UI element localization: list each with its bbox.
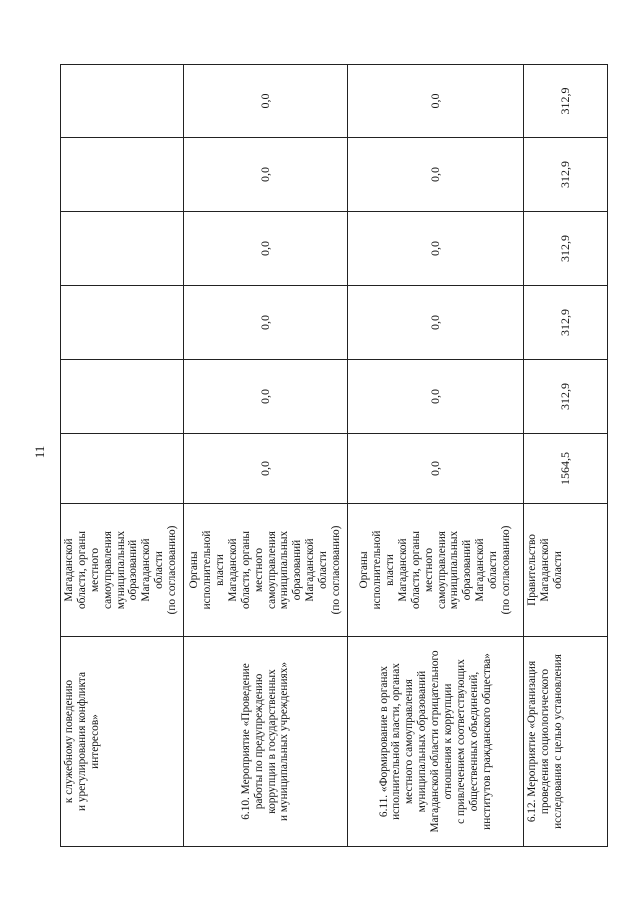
activity-cell: 6.10. Мероприятие «Проведение работы по предупреждению коррупции в государственных и муниципальных учреждениях»: [184, 637, 348, 847]
value-total-cell: 1564,5: [524, 434, 608, 504]
page-number: 11: [32, 445, 47, 459]
value-total-cell: 0,0: [348, 434, 524, 504]
program-table: [60, 64, 608, 847]
table-row: [184, 65, 348, 847]
value-cell: 312,9: [524, 286, 608, 360]
value-cell: 0,0: [184, 212, 348, 286]
value-cell: 312,9: [524, 138, 608, 212]
activity-cell: к служебному поведению и урегулирования конфликта интересов»: [61, 637, 184, 847]
table-row: [524, 65, 608, 847]
activity-cell: 6.11. «Формирование в органах исполнительной власти, органах местного самоуправления муниципальных образований Магаданской области отрицательного отношения к коррупции с привлечением соответствующих общественных объединений, институтов гражданского общества»: [348, 637, 524, 847]
value-cell: [61, 360, 184, 434]
value-cell: 312,9: [524, 212, 608, 286]
value-cell: 0,0: [348, 212, 524, 286]
value-total-cell: 0,0: [184, 434, 348, 504]
value-cell: 0,0: [184, 65, 348, 138]
value-cell: [61, 138, 184, 212]
value-cell: [61, 65, 184, 138]
value-cell: 312,9: [524, 360, 608, 434]
value-cell: [61, 212, 184, 286]
executor-cell: Органы исполнительной власти Магаданской области, органы местного самоуправления муниципальных образований Магаданской области (по согласованию): [184, 504, 348, 637]
executor-cell: Правительство Магаданской области: [524, 504, 608, 637]
executor-cell: Магаданской области, органы местного самоуправления муниципальных образований Магаданской области (по согласованию): [61, 504, 184, 637]
value-cell: 0,0: [348, 138, 524, 212]
executor-cell: Органы исполнительной власти Магаданской области, органы местного самоуправления муниципальных образований Магаданской области (по согласованию): [348, 504, 524, 637]
value-cell: 0,0: [348, 286, 524, 360]
value-cell: 0,0: [348, 360, 524, 434]
table-row: [348, 65, 524, 847]
value-cell: 0,0: [184, 286, 348, 360]
value-cell: 0,0: [184, 138, 348, 212]
value-cell: 0,0: [348, 65, 524, 138]
table-row: [61, 65, 184, 847]
value-cell: [61, 286, 184, 360]
value-cell: 0,0: [184, 360, 348, 434]
program-table-container: [60, 65, 607, 847]
value-cell: 312,9: [524, 65, 608, 138]
activity-cell: 6.12. Мероприятие «Организация проведения социологического исследования с целью установления: [524, 637, 608, 847]
value-total-cell: [61, 434, 184, 504]
